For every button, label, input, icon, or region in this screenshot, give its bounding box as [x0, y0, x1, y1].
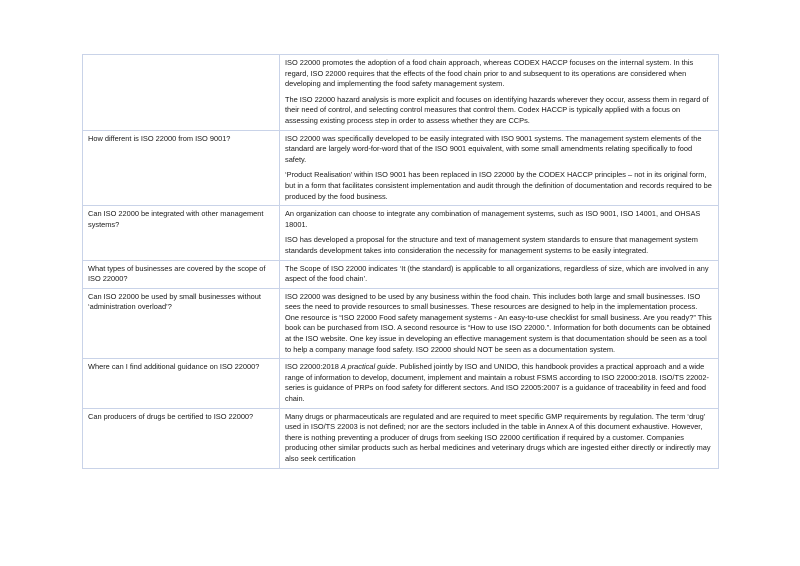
answer-cell — [280, 260, 719, 288]
question-cell: Can producers of drugs be certified to ISO 22000? — [83, 408, 280, 468]
answer-paragraph: An organization can choose to integrate any combination of management systems, such as ISO 9001, ISO 14001, and OHSAS 18001. — [285, 209, 701, 229]
question-cell: What types of businesses are covered by the scope of ISO 22000? — [83, 260, 280, 288]
question-cell: How different is ISO 22000 from ISO 9001? — [83, 130, 280, 206]
answer-paragraph: ‘Product Realisation’ within ISO 9001 has been replaced in ISO 22000 by the CODEX HACCP principles – not in its original form, but in a form that facilitates consistent implementation and audit through the definition of documentation and records required to be produced by the food business. — [285, 170, 712, 201]
answer-paragraph: Many drugs or pharmaceuticals are regulated and are required to meet specific GMP requirements by regulation. The term ‘drug’ used in ISO/TS 22003 is not defined; nor are the sectors included in the table in Annex A of this document exhaustive. However, there is nothing preventing a producer of drugs from seeking ISO 22000 certification if required by a customer. Companies producing other similar products such as herbal medicines and veterinary drugs which are ingested either directly or indirectly may also seek certification — [285, 411, 711, 463]
table-row — [83, 408, 719, 468]
answer-paragraph: ISO 22000 was designed to be used by any business within the food chain. This includes both large and small businesses. ISO sees the need to provide resources to small businesses. These resources are designed to help in the implementation process. One resource is “ISO 22000 Food safety management systems - An easy-to-use checklist for small business. Are you ready?” This book can be purchased from ISO. A second resource is “How to use ISO 22000.”. Information for both documents can be obtained at the ISO website. One key issue in developing an effective management system is that documentation should be seen as a tool to help a company manage food safety. ISO 22000 should NOT be seen as a documentation system. — [285, 291, 712, 354]
question-cell: Where can I find additional guidance on ISO 22000? — [83, 359, 280, 408]
answer-cell — [280, 408, 719, 468]
publication-title: A practical guide — [340, 362, 396, 372]
question-cell: Can ISO 22000 be used by small businesses without ‘administration overload’? — [83, 288, 280, 359]
answer-text: . Published jointly by ISO and UNIDO, this handbook provides a practical approach and a wide range of information to develop, document, implement and maintain a robust FSMS according to ISO 22000:2018. ISO/TS 22002-series is guidance of PRPs on food safety for different sectors. And ISO 22005:2007 is a guidance of traceability in feed and food chain. — [285, 362, 709, 404]
answer-cell — [280, 130, 719, 206]
answer-paragraph: The Scope of ISO 22000 indicates ‘It (the standard) is applicable to all organizations, regardless of size, which are involved in any aspect of the food chain’. — [285, 263, 709, 284]
table-row — [83, 359, 719, 408]
answer-paragraph: ISO has developed a proposal for the structure and text of management system standards to ensure that management system standards development takes into consideration the necessity for management systems to be easily integrated. — [285, 235, 698, 255]
table-row — [83, 288, 719, 359]
answer-paragraph: ISO 22000 was specifically developed to be easily integrated with ISO 9001 systems. The management system elements of the standard are largely word-for-word that of the ISO 9001 equivalent, with some small amendments relating specifically to food safety. — [285, 133, 702, 164]
table-row — [83, 55, 719, 131]
answer-paragraph — [285, 362, 713, 404]
table-row — [83, 260, 719, 288]
faq-table — [82, 54, 719, 469]
answer-cell — [280, 359, 719, 408]
answer-cell — [280, 55, 719, 131]
answer-lead: ISO 22000:2018 — [285, 362, 341, 372]
table-row — [83, 206, 719, 260]
answer-paragraph: The ISO 22000 hazard analysis is more explicit and focuses on identifying hazards wherever they occur, assess them in regard of their need of control, and selecting control measures that control them. Codex HACCP is typically applied with a focus on assessing existing process step in order to assess whether they are CCPs. — [285, 94, 709, 125]
answer-cell — [280, 206, 719, 260]
table-row — [83, 130, 719, 206]
answer-cell — [280, 288, 719, 359]
question-cell — [83, 55, 280, 131]
question-cell: Can ISO 22000 be integrated with other management systems? — [83, 206, 280, 260]
answer-paragraph: ISO 22000 promotes the adoption of a food chain approach, whereas CODEX HACCP focuses on the internal system. In this regard, ISO 22000 requires that the effects of the food chain prior to and subsequent to its operations are considered when developing and implementing the food safety management system. — [285, 58, 694, 89]
